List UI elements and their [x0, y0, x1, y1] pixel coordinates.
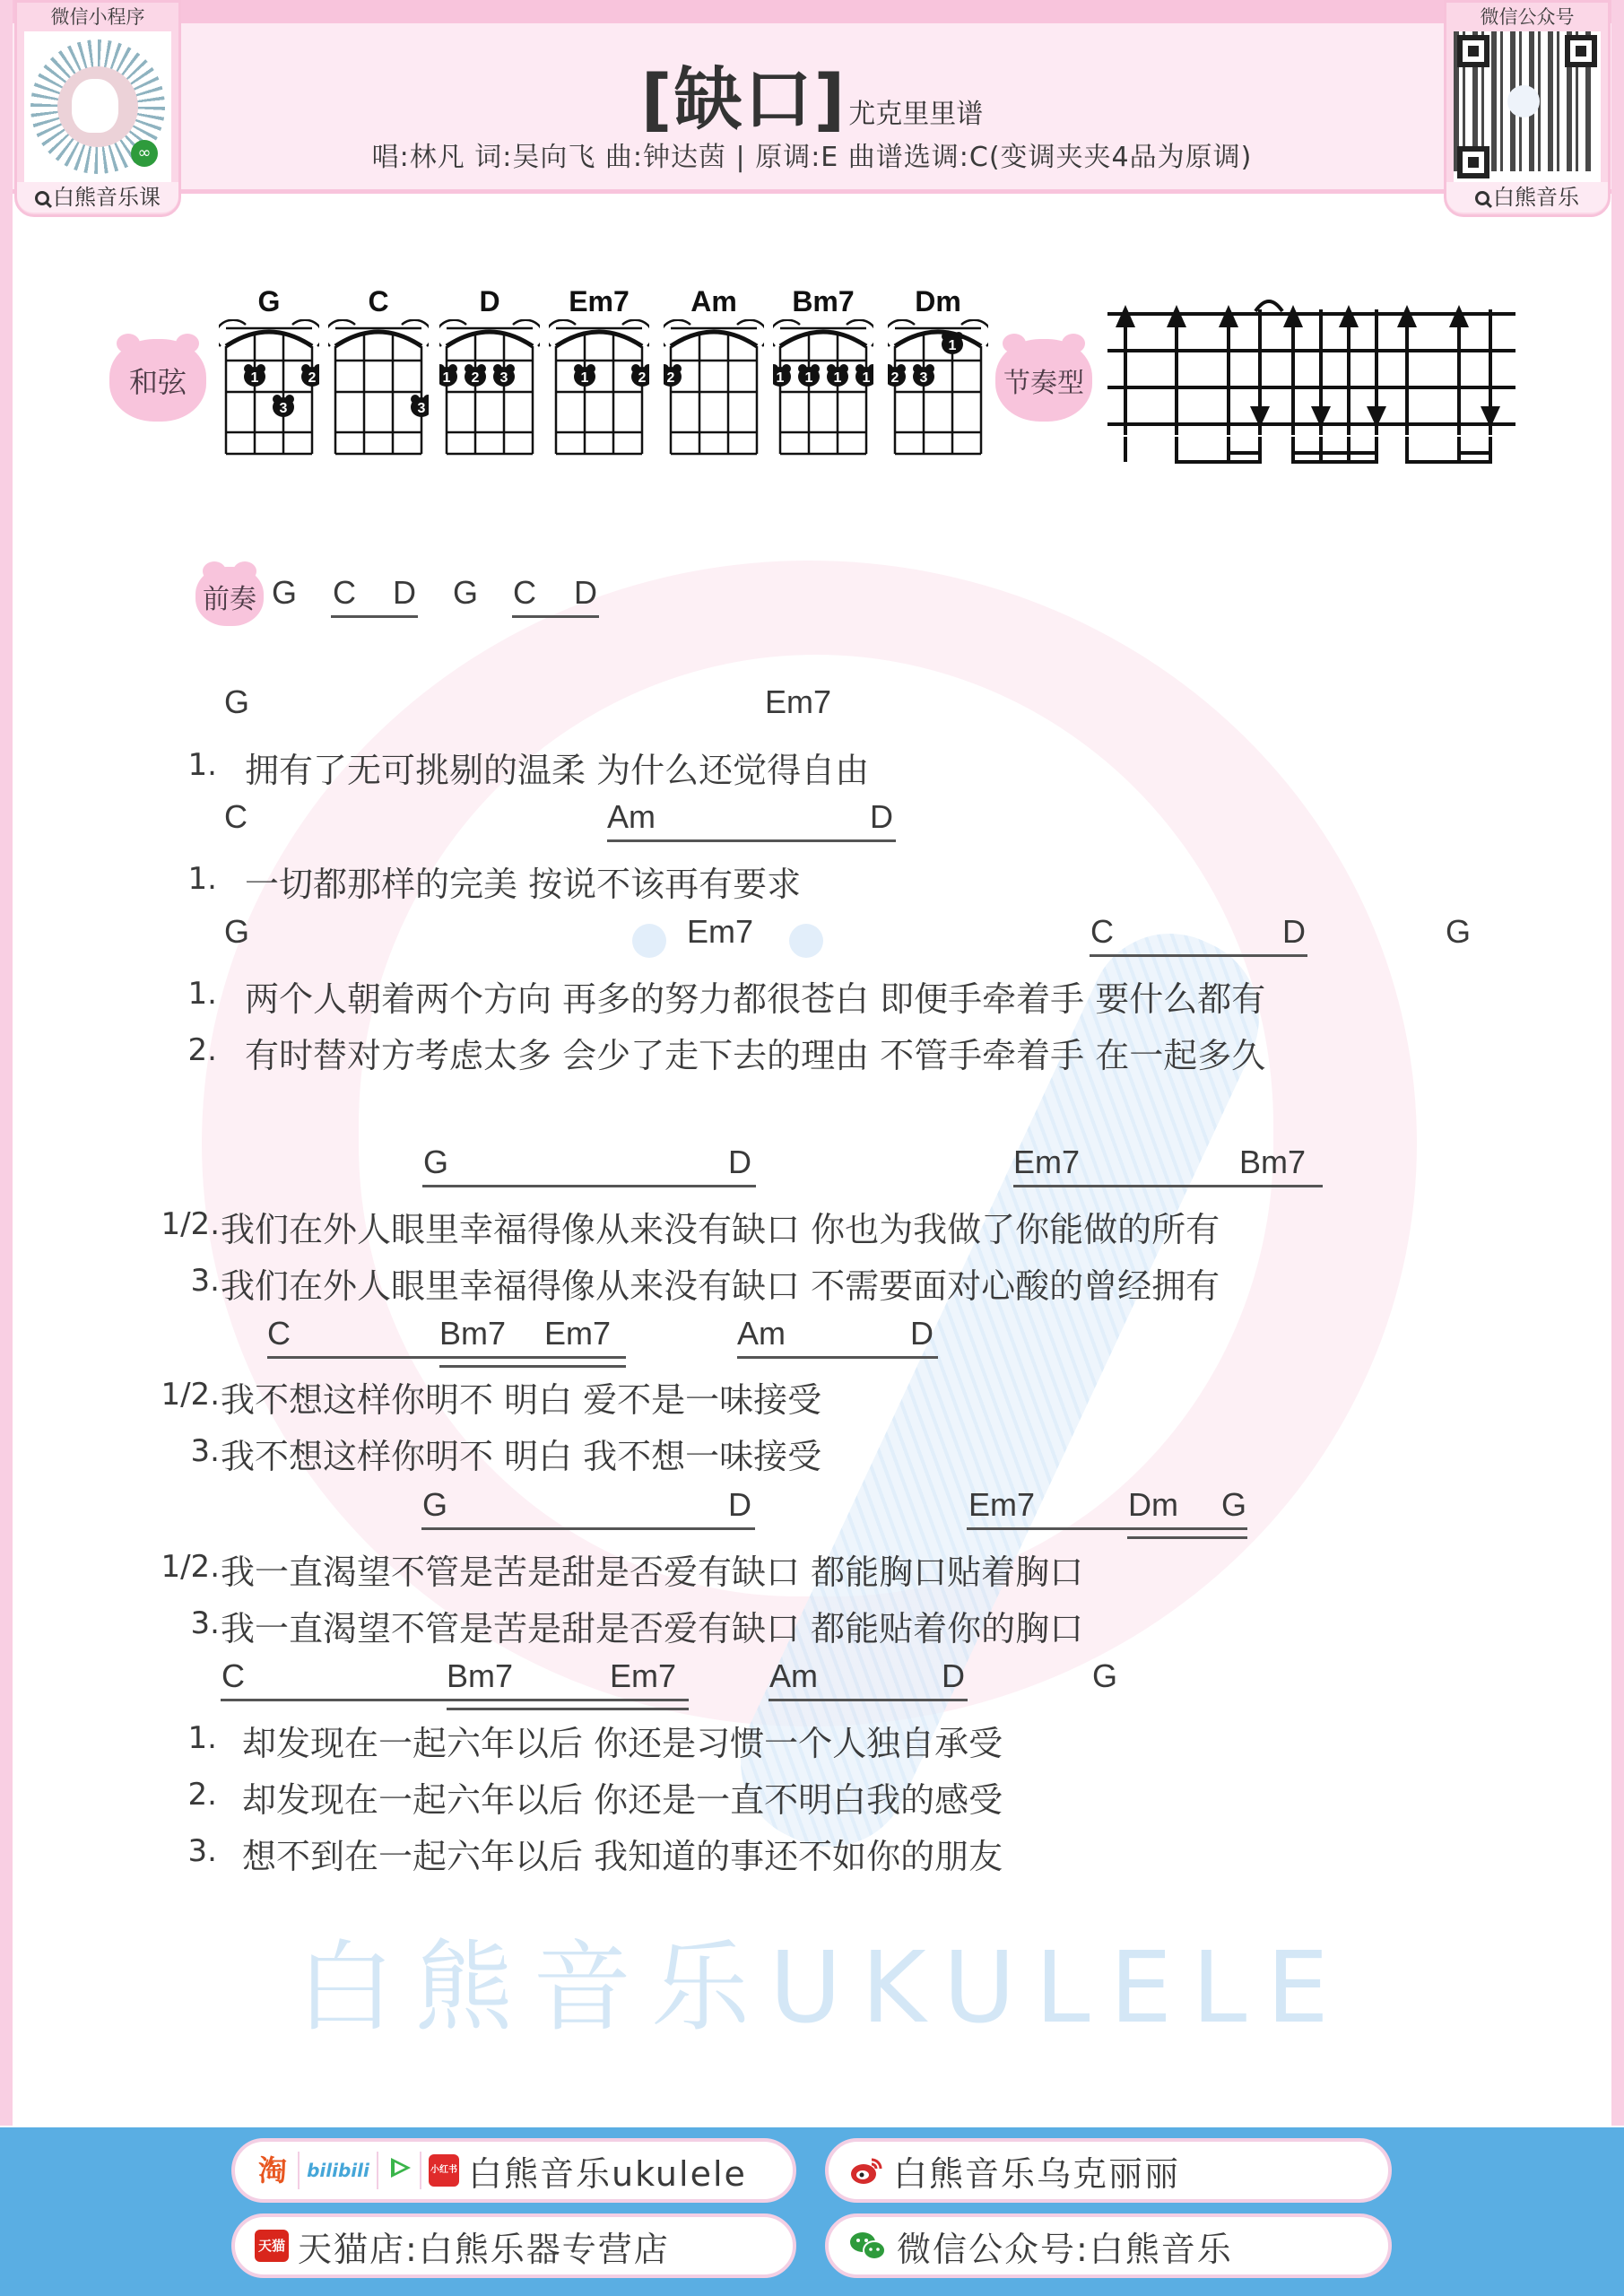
divider	[377, 2152, 378, 2189]
fretboard-icon	[439, 319, 540, 463]
chord-symbol: Bm7	[439, 1315, 507, 1352]
divider	[298, 2152, 300, 2189]
chord-symbol: G	[1092, 1657, 1118, 1694]
beat-underline	[447, 1708, 689, 1710]
chord-symbol: G	[1221, 1486, 1247, 1523]
chord-symbol: G	[422, 1486, 448, 1523]
verse-number: 2.	[187, 1777, 217, 1813]
finger-dot-icon	[664, 364, 682, 387]
verse-number: 3.	[190, 1433, 220, 1469]
lyric-line: 却发现在一起六年以后 你还是一直不明白我的感受	[242, 1780, 1003, 1820]
svg-text:2: 2	[666, 370, 675, 386]
chord-symbol: Em7	[765, 683, 832, 720]
chord-symbol: D	[870, 798, 893, 835]
finger-dot-icon	[244, 364, 265, 387]
svg-text:2: 2	[638, 370, 647, 386]
link-text: 白熊音乐ukulele	[468, 2153, 747, 2194]
svg-text:1: 1	[580, 370, 589, 386]
fretboard-icon	[328, 319, 429, 463]
lyric-line: 我一直渴望不管是苦是甜是否爱有缺口 都能贴着你的胸口	[221, 1609, 1084, 1648]
fretboard-icon	[773, 319, 873, 463]
verse-number: 1/2.	[161, 1549, 220, 1585]
beat-underline	[1090, 954, 1307, 957]
chord-diagram	[888, 285, 988, 461]
chord-name: Bm7	[792, 285, 855, 317]
lyric-line: 一切都那样的完美 按说不该再有要求	[245, 865, 802, 904]
chord-symbol: G	[224, 683, 250, 720]
chord-symbol: G	[423, 1144, 449, 1180]
search-icon	[1475, 191, 1489, 205]
chord-symbol: G	[1446, 913, 1472, 950]
chord-symbol: C	[221, 1657, 245, 1694]
beat-underline	[512, 615, 599, 618]
chord-symbol: Em7	[544, 1315, 612, 1352]
verse-number: 1.	[187, 861, 217, 897]
finger-dot-icon	[798, 364, 820, 387]
intro-chord: D	[574, 574, 597, 611]
beat-underline	[737, 1356, 938, 1359]
chord-symbol: Bm7	[1239, 1144, 1307, 1180]
svg-text:1: 1	[862, 370, 871, 386]
lyric-line: 我不想这样你明不 明白 我不想一味接受	[221, 1437, 822, 1476]
divider	[420, 2152, 421, 2189]
chord-symbol: D	[942, 1657, 965, 1694]
verse-number: 3.	[190, 1605, 220, 1641]
chord-symbol: D	[728, 1486, 751, 1523]
official-account-search: 白熊音乐	[1446, 182, 1608, 213]
chord-symbol: C	[267, 1315, 291, 1352]
beat-underline	[439, 1365, 626, 1368]
chord-symbol: Em7	[968, 1486, 1036, 1523]
chord-name: G	[257, 285, 281, 317]
verse-number: 2.	[187, 1032, 217, 1068]
tmall-icon: 天猫	[255, 2230, 289, 2262]
chord-symbol: Am	[737, 1315, 786, 1352]
beat-underline	[1127, 1536, 1247, 1539]
lyric-line: 有时替对方考虑太多 会少了走下去的理由 不管手牵着手 在一起多久	[245, 1036, 1266, 1075]
chord-symbol: D	[728, 1144, 751, 1180]
social-link-weibo[interactable]	[825, 2138, 1392, 2203]
chord-name: D	[479, 285, 500, 317]
verse-number: 1.	[187, 1720, 217, 1756]
svg-text:2: 2	[471, 370, 480, 386]
svg-text:1: 1	[442, 370, 451, 386]
svg-text:1: 1	[250, 370, 259, 386]
search-icon	[35, 191, 49, 205]
verse-number: 1/2.	[161, 1377, 220, 1413]
chord-symbol: D	[910, 1315, 934, 1352]
chord-name: Dm	[915, 285, 961, 317]
finger-dot-icon	[631, 364, 649, 387]
lyric-line: 却发现在一起六年以后 你还是习惯一个人独自承受	[242, 1724, 1003, 1763]
title-suffix: 尤克里里谱	[848, 99, 984, 130]
beat-underline	[422, 1185, 756, 1187]
intro-chord: C	[513, 574, 536, 611]
intro-chord: C	[333, 574, 356, 611]
chord-diagram	[439, 285, 540, 461]
right-border	[1611, 0, 1624, 2126]
chord-symbol: Dm	[1128, 1486, 1178, 1523]
finger-dot-icon	[827, 364, 848, 387]
social-link-wechat[interactable]	[825, 2213, 1392, 2278]
mini-program-label: 微信小程序	[50, 6, 145, 28]
strum-up-icon	[1116, 305, 1135, 327]
lyric-line: 我一直渴望不管是苦是甜是否爱有缺口 都能胸口贴着胸口	[221, 1552, 1084, 1592]
beat-underline	[967, 1527, 1247, 1530]
verse-number: 3.	[190, 1263, 220, 1299]
svg-text:2: 2	[890, 370, 899, 386]
intro-label: 前奏	[195, 567, 264, 626]
fretboard-icon	[888, 319, 988, 463]
intro-chord: G	[453, 574, 479, 611]
chord-name: C	[368, 285, 389, 317]
lyric-line: 两个人朝着两个方向 再多的努力都很苍白 即便手牵着手 要什么都有	[245, 979, 1266, 1019]
weibo-icon	[848, 2154, 884, 2187]
chord-symbol: D	[1282, 913, 1306, 950]
svg-text:1: 1	[776, 370, 785, 386]
mini-program-search: 白熊音乐课	[17, 182, 178, 213]
rhythm-label: 节奏型	[995, 339, 1092, 422]
official-account-label: 微信公众号	[1480, 6, 1575, 28]
beat-underline	[267, 1356, 626, 1359]
chord-symbol: Em7	[610, 1657, 677, 1694]
chord-symbol: G	[224, 913, 250, 950]
left-border	[0, 0, 13, 2126]
strum-up-icon	[1339, 305, 1359, 327]
strum-up-icon	[1449, 305, 1469, 327]
bilibili-icon: bilibili	[307, 2160, 369, 2181]
beat-underline	[331, 615, 418, 618]
link-text: 天猫店:白熊乐器专营店	[298, 2229, 670, 2269]
finger-dot-icon	[465, 364, 486, 387]
chord-diagram	[549, 285, 649, 461]
svg-text:3: 3	[919, 370, 928, 386]
chord-symbol: Am	[607, 798, 656, 835]
svg-text:2: 2	[308, 370, 317, 386]
finger-dot-icon	[855, 364, 873, 387]
beat-underline	[421, 1527, 755, 1530]
svg-text:3: 3	[499, 370, 508, 386]
lyric-line: 我不想这样你明不 明白 爱不是一味接受	[221, 1380, 822, 1420]
watermark-dot	[789, 924, 823, 958]
svg-text:3: 3	[417, 401, 426, 416]
finger-dot-icon	[493, 364, 515, 387]
chord-symbol: Em7	[687, 913, 754, 950]
social-link-video-platforms[interactable]	[231, 2138, 796, 2203]
link-text: 微信公众号:白熊音乐	[897, 2229, 1233, 2269]
verse-number: 1.	[187, 976, 217, 1012]
xiaohongshu-icon: 小红书	[429, 2154, 459, 2187]
song-title: [缺口]	[640, 59, 847, 139]
fretboard-icon	[664, 319, 764, 463]
chord-symbol: Am	[769, 1657, 818, 1694]
svg-text:1: 1	[833, 370, 842, 386]
intro-chord: G	[272, 574, 298, 611]
finger-dot-icon	[888, 364, 906, 387]
chord-symbol: Em7	[1013, 1144, 1081, 1180]
top-strip	[0, 0, 1624, 23]
fretboard-icon	[549, 319, 649, 463]
mini-program-badge-icon: ∞	[131, 140, 158, 167]
strum-up-icon	[1397, 305, 1417, 327]
link-text: 白熊音乐乌克丽丽	[893, 2153, 1181, 2194]
chord-diagram	[664, 285, 764, 461]
taobao-icon: 淘	[257, 2153, 287, 2187]
beat-underline	[769, 1699, 968, 1701]
beat-underline	[607, 839, 896, 842]
beat-underline	[1013, 1185, 1323, 1187]
verse-number: 1/2.	[161, 1206, 220, 1242]
lyric-line: 拥有了无可挑剔的温柔 为什么还觉得自由	[245, 751, 870, 790]
chord-symbol: C	[1090, 913, 1114, 950]
chord-name: Em7	[569, 285, 630, 317]
finger-dot-icon	[942, 332, 963, 354]
watermark-text: 白熊音乐UKULELE	[296, 1930, 1349, 2045]
chord-name: Am	[690, 285, 737, 317]
lyric-line: 想不到在一起六年以后 我知道的事还不如你的朋友	[242, 1837, 1003, 1876]
wechat-icon	[848, 2230, 888, 2262]
watermark-dot	[632, 924, 666, 958]
beat-underline	[221, 1699, 689, 1701]
chords-label: 和弦	[109, 339, 206, 422]
chord-diagram	[328, 285, 429, 461]
finger-dot-icon	[301, 364, 319, 387]
social-link-tmall[interactable]	[231, 2213, 796, 2278]
chord-symbol: C	[224, 798, 248, 835]
strum-pattern	[1103, 291, 1524, 471]
finger-dot-icon	[411, 395, 429, 417]
verse-number: 3.	[187, 1833, 217, 1869]
chord-diagram	[219, 285, 319, 461]
finger-dot-icon	[574, 364, 595, 387]
fretboard-icon	[219, 319, 319, 463]
svg-text:1: 1	[804, 370, 813, 386]
strum-up-icon	[1283, 305, 1303, 327]
strum-up-icon	[1219, 305, 1238, 327]
intro-chord: D	[393, 574, 416, 611]
lyric-line: 我们在外人眼里幸福得像从来没有缺口 不需要面对心酸的曾经拥有	[221, 1266, 1220, 1306]
chord-diagram	[773, 285, 873, 461]
strum-up-icon	[1167, 305, 1186, 327]
title-block	[0, 45, 1624, 143]
footer	[0, 2127, 1624, 2296]
chord-symbol: Bm7	[447, 1657, 514, 1694]
finger-dot-icon	[439, 364, 457, 387]
finger-dot-icon	[773, 364, 791, 387]
tencent-video-icon	[386, 2154, 413, 2187]
svg-text:3: 3	[279, 401, 288, 416]
song-meta: 唱:林凡 词:吴向飞 曲:钟达茵 | 原调:E 曲谱选调:C(变调夹夹4品为原调)	[371, 142, 1253, 173]
svg-text:1: 1	[948, 338, 957, 353]
finger-dot-icon	[913, 364, 934, 387]
lyric-line: 我们在外人眼里幸福得像从来没有缺口 你也为我做了你能做的所有	[221, 1210, 1220, 1249]
finger-dot-icon	[273, 395, 294, 417]
verse-number: 1.	[187, 747, 217, 783]
